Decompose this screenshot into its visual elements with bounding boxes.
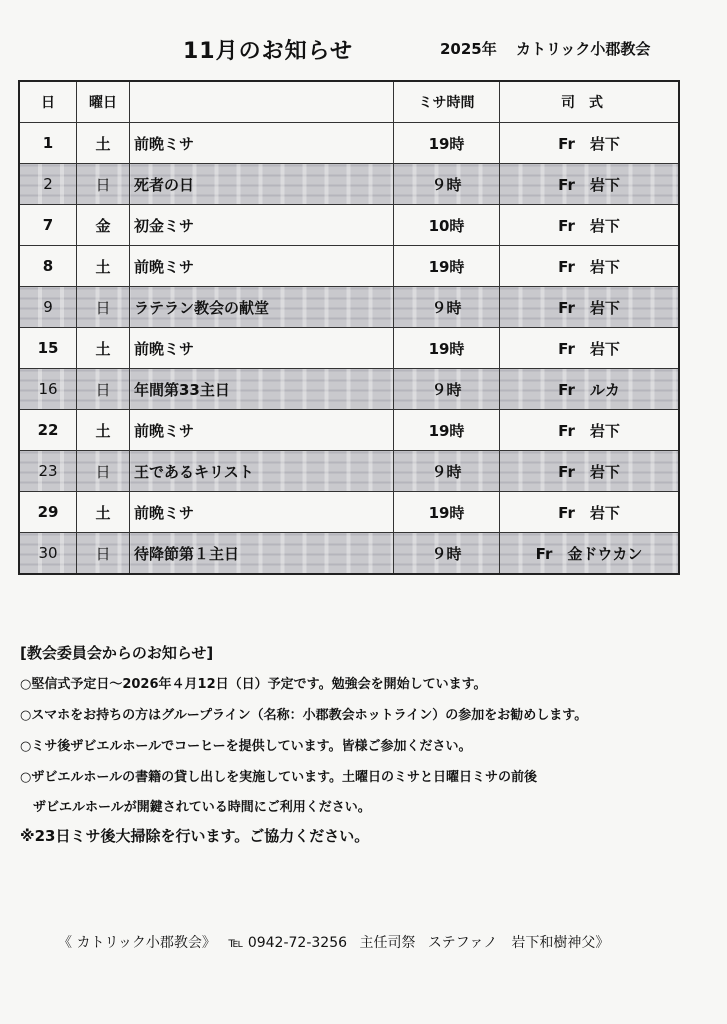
notice-item	[20, 768, 710, 818]
cell-weekday: 土	[77, 328, 130, 369]
cell-time: ９時	[394, 369, 500, 410]
cell-time: ９時	[394, 451, 500, 492]
notice-text: ○ザビエルホールの書籍の貸し出しを実施しています。土曜日のミサと日曜日ミサの前後	[20, 770, 538, 785]
table-row	[19, 533, 679, 575]
footer-role: 主任司祭	[359, 935, 416, 951]
cell-celebrant: Fr 岩下	[500, 123, 680, 164]
notice-continuation: ザビエルホールが開鍵されている時間にご利用ください。	[33, 800, 371, 815]
cell-event: 年間第33主日	[130, 369, 394, 410]
cell-celebrant: Fr 岩下	[500, 205, 680, 246]
cell-time: 19時	[394, 410, 500, 451]
cell-celebrant: Fr ルカ	[500, 369, 680, 410]
cell-day: 16	[19, 369, 77, 410]
header	[0, 34, 727, 68]
header-celebrant: 司式	[500, 81, 680, 123]
cell-celebrant: Fr 岩下	[500, 410, 680, 451]
table-row	[19, 492, 679, 533]
cell-event: 死者の日	[130, 164, 394, 205]
cell-event: 前晩ミサ	[130, 410, 394, 451]
cell-day: 9	[19, 287, 77, 328]
header-event	[130, 81, 394, 123]
cell-day: 23	[19, 451, 77, 492]
cell-time: ９時	[394, 533, 500, 575]
cell-time: 19時	[394, 123, 500, 164]
cell-celebrant: Fr 岩下	[500, 246, 680, 287]
cell-time: 10時	[394, 205, 500, 246]
cell-day: 8	[19, 246, 77, 287]
table-row	[19, 451, 679, 492]
cell-weekday: 日	[77, 369, 130, 410]
table-row	[19, 164, 679, 205]
footer	[58, 932, 617, 952]
footer-phone: ℡ 0942-72-3256	[228, 935, 348, 951]
cell-day: 2	[19, 164, 77, 205]
cell-weekday: 金	[77, 205, 130, 246]
footer-pastor: ステファノ 岩下和樹神父》	[427, 935, 610, 951]
cell-time: 19時	[394, 246, 500, 287]
notices-heading: [教会委員会からのお知らせ]	[20, 644, 214, 662]
cell-day: 1	[19, 123, 77, 164]
cell-time: 19時	[394, 492, 500, 533]
cell-event: 待降節第１主日	[130, 533, 394, 575]
schedule-body	[19, 123, 679, 575]
table-row	[19, 369, 679, 410]
cell-weekday: 土	[77, 246, 130, 287]
cell-weekday: 日	[77, 533, 130, 575]
cell-event: 初金ミサ	[130, 205, 394, 246]
notice-item: ○ミサ後ザビエルホールでコーヒーを提供しています。皆様ご参加ください。	[20, 739, 472, 754]
cell-day: 29	[19, 492, 77, 533]
page-title: 11月のお知らせ	[183, 39, 353, 64]
cell-celebrant: Fr 金ドウカン	[500, 533, 680, 575]
cell-weekday: 日	[77, 287, 130, 328]
table-header-row	[19, 81, 679, 123]
cell-time: 19時	[394, 328, 500, 369]
cell-celebrant: Fr 岩下	[500, 492, 680, 533]
cell-event: 前晩ミサ	[130, 123, 394, 164]
cell-celebrant: Fr 岩下	[500, 451, 680, 492]
organization-line	[440, 38, 650, 59]
cell-day: 22	[19, 410, 77, 451]
cell-event: 前晩ミサ	[130, 492, 394, 533]
cell-day: 7	[19, 205, 77, 246]
table-row	[19, 205, 679, 246]
cell-celebrant: Fr 岩下	[500, 164, 680, 205]
notice-item: ○スマホをお持ちの方はグループライン（名称：小郡教会ホットライン）の参加をお勧めします。	[20, 708, 588, 723]
cell-day: 15	[19, 328, 77, 369]
header-time: ミサ時間	[394, 81, 500, 123]
cell-weekday: 日	[77, 451, 130, 492]
year: 2025年	[440, 40, 497, 58]
cell-event: 前晩ミサ	[130, 246, 394, 287]
notice-item: ○堅信式予定日～2026年４月12日（日）予定です。勉強会を開始しています。	[20, 677, 487, 692]
notices-section	[20, 642, 710, 846]
footer-church: 《 カトリック小郡教会》	[58, 935, 216, 951]
cell-weekday: 土	[77, 492, 130, 533]
table-row	[19, 246, 679, 287]
cell-weekday: 土	[77, 123, 130, 164]
cell-time: ９時	[394, 164, 500, 205]
cell-day: 30	[19, 533, 77, 575]
header-day: 日	[19, 81, 77, 123]
schedule-table	[18, 80, 680, 575]
cell-weekday: 日	[77, 164, 130, 205]
table-row	[19, 287, 679, 328]
important-notice: ※23日ミサ後大掃除を行います。ご協力ください。	[20, 827, 370, 845]
cell-celebrant: Fr 岩下	[500, 287, 680, 328]
cell-event: ラテラン教会の献堂	[130, 287, 394, 328]
cell-event: 王であるキリスト	[130, 451, 394, 492]
header-weekday: 曜日	[77, 81, 130, 123]
organization-name: カトリック小郡教会	[515, 40, 651, 58]
table-row	[19, 328, 679, 369]
cell-event: 前晩ミサ	[130, 328, 394, 369]
cell-weekday: 土	[77, 410, 130, 451]
cell-time: ９時	[394, 287, 500, 328]
table-row	[19, 410, 679, 451]
table-row	[19, 123, 679, 164]
cell-celebrant: Fr 岩下	[500, 328, 680, 369]
